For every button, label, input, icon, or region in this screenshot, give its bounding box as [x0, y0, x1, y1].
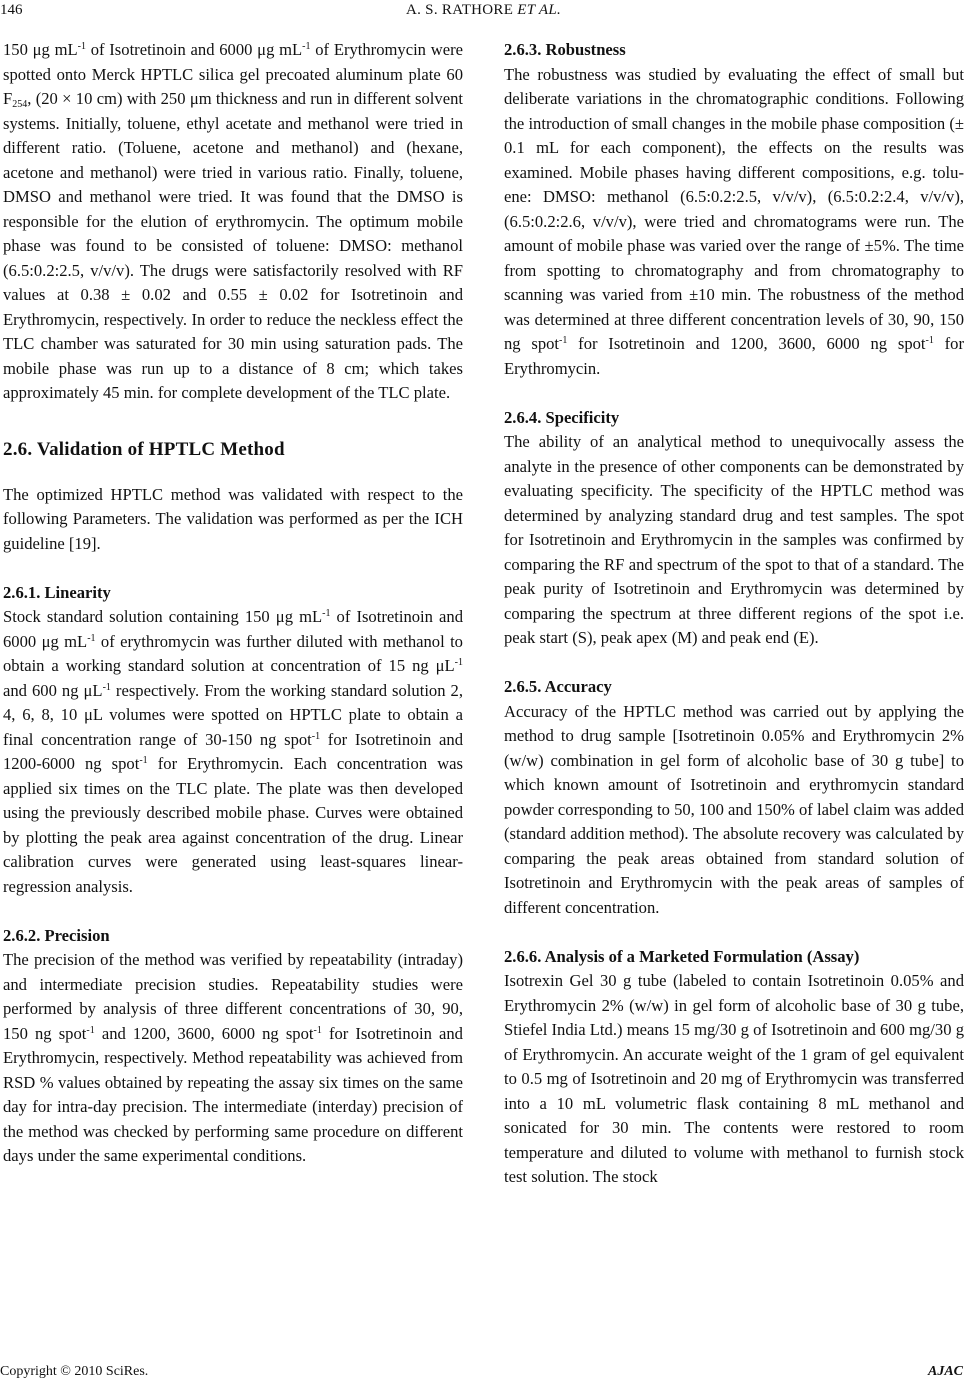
heading-linearity: 2.6.1. Linearity	[3, 582, 111, 602]
paragraph-specificity: The ability of an analytical method to unequivocally assess the analyte in the presence of other components can be demonstrated by evaluating specificity. The specificity of the HPTLC method was determined by analyzing standard drug and test samples. The spot for Isotretinoin and Erythromycin in the samples was confirmed by comparing the RF and spectrum of the spot to that of a standard. The peak purity of Isotretinoin and Erythromycin was determined by comparing the spectrum at three different regions of the spot i.e. peak start (S), peak apex (M) and peak end (E).	[504, 432, 964, 647]
left-column	[3, 38, 463, 1169]
paragraph-robustness: The robustness was studied by evaluating the effect of small but deliberate variations in the chromatographic conditions. Following the introduction of small changes in the mobile phase composition (± 0.1 mL for each component), the effects on the results was examined. Mobile phases having different compositions, e.g. toluene: DMSO: methanol (6.5:0.2:2.5, v/v/v), (6.5:0.2:2.4, v/v/v), (6.5:0.2:2.6, v/v/v), were tried and chromatograms were run. The amount of mobile phase was varied over the range of ±5%. The time from spotting to chromatography and from chromatography to scanning was varied from ±10 min. The robustness of the method was determined at three different concentration levels of 30, 90, 150 ng spot$^{-1}$ for Isotretinoin and 1200, 3600, 6000 ng spot$^{-1}$ for Erythromycin.	[504, 64, 965, 378]
page-number: 146	[0, 2, 23, 18]
paragraph-mobile-phase: 150 μg $mL^{-1}$ of Isotretinoin and 6000 μg $mL^{-1}$ of Erythromycin were spotted onto Merck HPTLC silica gel precoated aluminum plate 60 $F_{254}$, (20 × 10 cm) with 250 μm thickness and run in different solvent systems. Initially, toluene, ethyl acetate and methanol were tried in different ratio. (Toluene, acetone and methanol) and (hexane, acetone and methanol) were tried in various ratio. Finally, toluene, DMSO and methanol were tried. It was found that the DMSO is responsible for the elution of erythromycin. The optimum mobile phase was found to be consisted of toluene: DMSO: methanol (6.5:0.2:2.5, v/v/v). The drugs were satisfactorily resolved with RF values at 0.38 ± 0.02 and 0.55 ± 0.02 for Isotretinoin and Erythromycin, respectively. In order to reduce the neckless effect the TLC chamber was saturated for 30 min using saturation pads. The mobile phase was run up to a distance of 8 cm; which takes approximately 45 min. for complete development of the TLC plate.	[3, 40, 463, 402]
running-head-authors: A. S. RATHORE	[405, 2, 514, 18]
paragraph-precision: The precision of the method was verified by repeatability (intraday) and intermediate precision studies. Repeatability studies were performed by analysis of three different concentrations of 30, 90, 150 ng spot$^{-1}$ and 1200, 3600, 6000 ng spot$^{-1}$ for Isotretinoin and Erythromycin, respectively. Method repeatability was achieved from RSD % values obtained by repeating the assay six times on the same day for intra-day precision. The intermediate (interday) precision of the method was checked by performing same procedure on different days under the same experimental conditions.	[3, 950, 463, 1165]
section-title-validation: 2.6. Validation of HPTLC Method	[3, 439, 285, 460]
running-head	[0, 2, 967, 19]
paragraph-assay: Isotrexin Gel 30 g tube (labeled to contain Isotretinoin 0.05% and Erythromycin 2% (w/w) in gel form of alcoholic base of 30 g tube, Stiefel India Ltd.) means 15 mg/30 g of Isotretinoin and 600 mg/30 g of Erythromycin. An accurate weight of the 1 gram of gel equivalent to 0.5 mg of Isotretinoin and 20 mg of Erythromycin was transferred into a 10 mL volumetric flask containing 8 mL methanol and sonicated for 30 min. The contents were restored to room temperature and diluted to volume with methanol to furnish stock test solution. The stock	[504, 971, 964, 1186]
journal-abbreviation: AJAC	[927, 1364, 963, 1379]
running-head-et-al: ET AL.	[517, 2, 562, 18]
right-column	[504, 38, 964, 1190]
copyright-notice: Copyright © 2010 SciRes.	[0, 1364, 149, 1379]
paragraph-accuracy: Accuracy of the HPTLC method was carried out by applying the method to drug sample [Isotretinoin 0.05% and Erythromycin 2% (w/w) combination in gel form of alcoholic base of 30 g tube] to which known amount of Isotretinoin and erythromycin standard powder corresponding to 50, 100 and 150% of label claim was added (standard addition method). The absolute recovery was calculated by comparing the peak areas obtained from standard solution of Isotretinoin and Erythromycin with the peak areas of samples of different concentration.	[504, 701, 964, 917]
heading-robustness: 2.6.3. Robustness	[504, 40, 626, 59]
paragraph-linearity: Stock standard solution containing 150 μg $mL^{-1}$ of Isotretinoin and 6000 μg $mL^{-1}$ of erythromycin was further diluted with methanol to obtain a working standard solution at concentration of 15 ng $\mu L^{-1}$ and 600 ng $\mu L^{-1}$ respectively. From the working standard solution 2, 4, 6, 8, 10 μL volumes were spotted on HPTLC plate to obtain a final concentration range of 30-150 ng spot$^{-1}$ for Isotretinoin and 1200-6000 ng spot$^{-1}$ for Erythromycin. Each concentration was applied six times on the TLC plate. The plate was then developed using the previously described mobile phase. Curves were obtained by plotting the peak area against concentration of the drug. Linear calibration curves were generated using least-squares linear-regression analysis.	[3, 607, 464, 896]
heading-specificity: 2.6.4. Specificity	[504, 407, 620, 427]
heading-assay: 2.6.6. Analysis of a Marketed Formulation (Assay)	[504, 946, 860, 966]
page-header	[0, 2, 967, 26]
heading-precision: 2.6.2. Precision	[3, 925, 110, 945]
paragraph-validation-intro: The optimized HPTLC method was validated with respect to the following Parameters. The validation was performed as per the ICH guideline [19].	[3, 484, 463, 553]
page-footer	[0, 1364, 967, 1384]
heading-accuracy: 2.6.5. Accuracy	[504, 677, 612, 696]
